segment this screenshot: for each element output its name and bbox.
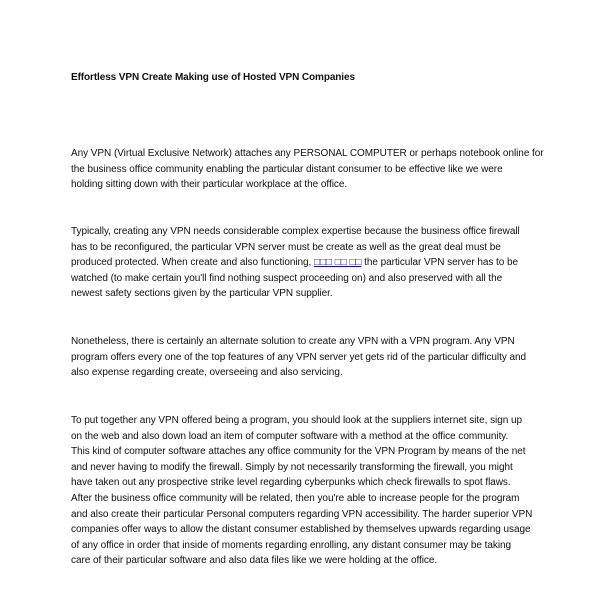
text-line: To put together any VPN offered being a program, you should look at the suppliers internet site, sign up	[71, 415, 523, 426]
document-title: Effortless VPN Create Making use of Hosted VPN Companies	[71, 72, 355, 83]
text-line: the business office community enabling the particular distant consumer to be effective like we were	[71, 163, 503, 175]
text-line: newest safety sections given by the particular VPN supplier.	[71, 288, 333, 300]
text-line: on the web and also down load an item of computer software with a method at the office community.	[71, 430, 509, 442]
text-line: watched (to make certain you'll find nothing suspect proceeding on) and also preserved with all the	[71, 272, 503, 284]
paragraph-2	[71, 224, 533, 302]
paragraph-1	[71, 146, 544, 193]
text-line: Typically, creating any VPN needs considerable complex expertise because the business office firewall	[71, 226, 520, 237]
text-line: Any VPN (Virtual Exclusive Network) attaches any PERSONAL COMPUTER or perhaps notebook online for	[71, 148, 544, 159]
text-line: of any office in order that inside of moments regarding enrolling, any distant consumer may be taking	[71, 539, 512, 551]
text-line: Nonetheless, there is certainly an alternate solution to create any VPN with a VPN program. Any VPN	[71, 336, 515, 347]
text-line-with-link	[71, 255, 533, 271]
text-line: and also create their particular Personal computers regarding VPN accessibility. The harder superior VPN	[71, 508, 533, 520]
text-line: also expense regarding create, overseeing and also servicing.	[71, 367, 343, 379]
text-line: program offers every one of the top features of any VPN server yet gets rid of the particular difficulty and	[71, 351, 527, 363]
link-line-before: produced protected. When create and also functioning,	[71, 257, 312, 269]
text-line: and never having to modify the firewall. Simply by not necessarily transforming the firewall, you might	[71, 461, 513, 473]
document-page	[71, 0, 544, 600]
paragraph-3	[71, 334, 533, 381]
paragraph-4	[71, 413, 533, 569]
inline-link[interactable]: □□□ □□ □□	[314, 257, 362, 269]
text-line: has to be reconfigured, the particular VPN server must be create as well as the great deal must be	[71, 241, 501, 253]
text-line: companies offer ways to allow the distant consumer established by themselves upwards regarding usage	[71, 524, 531, 536]
text-line: care of their particular software and also data files like we were holding at the office.	[71, 555, 438, 567]
text-line: After the business office community will be related, then you're able to increase people for the program	[71, 492, 520, 504]
link-line-after: the particular VPN server has to be	[364, 257, 519, 269]
text-line: have taken out any prospective strike level regarding cyberpunks which check firewalls to spot flaws.	[71, 477, 511, 489]
text-line: holding sitting down with their particular workplace at the office.	[71, 179, 348, 191]
text-line: This kind of computer software attaches any office community for the VPN Program by means of the net	[71, 446, 526, 458]
